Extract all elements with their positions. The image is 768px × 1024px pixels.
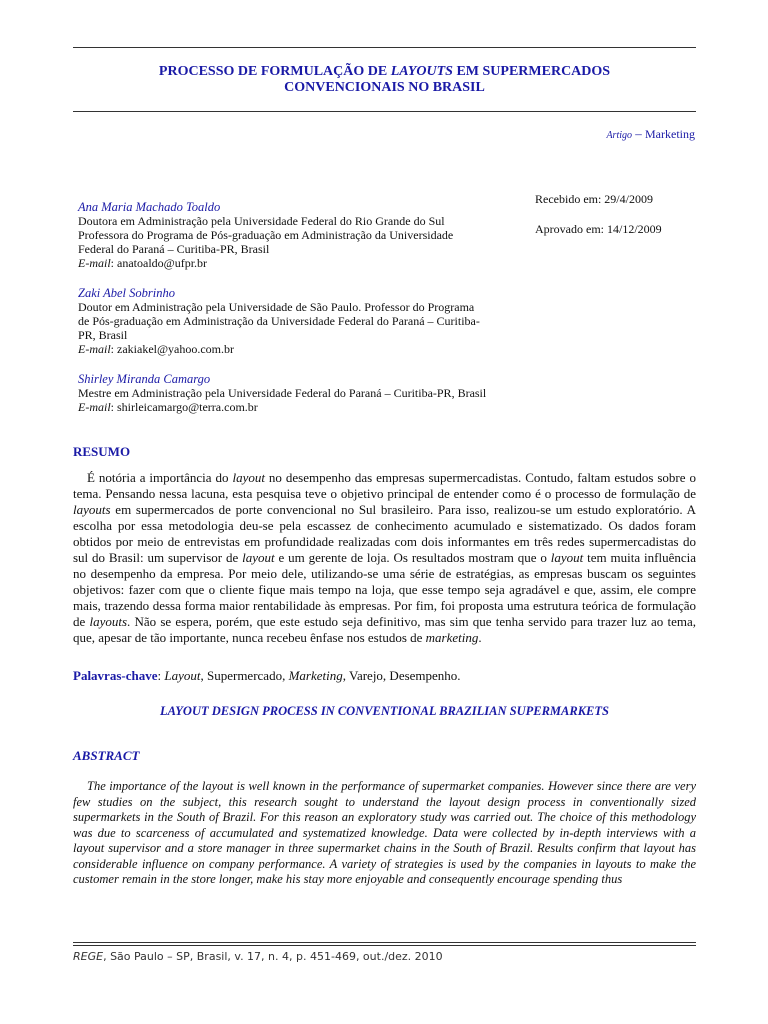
- title-rule: [73, 111, 696, 112]
- keywords-items: [164, 668, 460, 683]
- approved-date: Aprovado em: 14/12/2009: [535, 222, 662, 236]
- title-part: PROCESSO DE FORMULAÇÃO DE: [158, 64, 391, 79]
- italic-term: Layout: [164, 668, 201, 683]
- author-name: Shirley Miranda Camargo: [78, 372, 211, 386]
- text-run: É notória a importância do: [87, 470, 233, 485]
- author-name: Zaki Abel Sobrinho: [78, 286, 175, 300]
- title-part-italic: LAYOUTS: [390, 64, 453, 79]
- author-affiliation: Doutora em Administração pela Universidade Federal do Rio Grande do Sul: [78, 214, 445, 228]
- author-block: [78, 286, 528, 356]
- title-line-2: CONVENCIONAIS NO BRASIL: [284, 80, 485, 95]
- author-affiliation: Federal do Paraná – Curitiba-PR, Brasil: [78, 242, 270, 256]
- text-run: em supermercados de porte convencional no Sul brasileiro. Para isso, realizou-se um estudo exploratório. A escolha por essa metodologia deu-se pela escassez de conhecimento acumulado e sistematizado. Os dados foram obtidos por meio de entrevistas em profundidade realizadas com dois informantes em três redes supermercadistas do sul do Brasil: um supervisor de: [73, 502, 696, 565]
- italic-term: layout: [242, 550, 275, 565]
- text-run: .: [478, 630, 482, 645]
- author-affiliation: Doutor em Administração pela Universidade de São Paulo. Professor do Programa: [78, 300, 475, 314]
- author-affiliation: Professora do Programa de Pós-graduação em Administração da Universidade: [78, 228, 454, 242]
- footer-citation: [73, 950, 443, 963]
- author-email: E-mail: shirleicamargo@terra.com.br: [78, 400, 258, 414]
- italic-term: layout: [550, 550, 584, 565]
- author-email: E-mail: zakiakel@yahoo.com.br: [78, 342, 235, 356]
- author-affiliation: PR, Brasil: [78, 328, 128, 342]
- author-affiliation: de Pós-graduação em Administração da Universidade Federal do Paraná – Curitiba-: [78, 314, 480, 328]
- abstract-heading: ABSTRACT: [73, 748, 140, 763]
- section-tag: [606, 126, 695, 142]
- italic-term: Marketing: [288, 668, 343, 683]
- footer-details: , São Paulo – SP, Brasil, v. 17, n. 4, p. 451-469, out./dez. 2010: [103, 950, 443, 963]
- section-separator: –: [632, 126, 645, 141]
- resumo-heading: RESUMO: [73, 444, 131, 459]
- author-name: Ana Maria Machado Toaldo: [78, 200, 221, 214]
- article-title: [73, 64, 696, 96]
- text-run: . Não se espera, porém, que este estudo seja definitivo, mas sim que tenha servido para trazer luz ao tema, que, apesar de tão importante, nunca recebeu ênfase nos estudos de: [73, 614, 696, 645]
- author-block: [78, 372, 528, 414]
- text-run: no desempenho das empresas supermercadistas. Contudo, faltam estudos sobre o tema. Pensando nessa lacuna, esta pesquisa teve o objetivo principal de entender como é o processo de formulação de: [73, 470, 696, 501]
- english-title: LAYOUT DESIGN PROCESS IN CONVENTIONAL BRAZILIAN SUPERMARKETS: [160, 704, 609, 718]
- top-rule: [73, 47, 696, 48]
- author-list: [78, 200, 528, 430]
- text-run: , Varejo, Desempenho.: [342, 668, 461, 683]
- section-artigo: Artigo: [606, 130, 632, 141]
- author-affiliation: Mestre em Administração pela Universidade Federal do Paraná – Curitiba-PR, Brasil: [78, 386, 487, 400]
- italic-term: layout: [232, 470, 265, 485]
- author-block: [78, 200, 528, 270]
- italic-term: layouts: [73, 502, 111, 517]
- italic-term: marketing: [425, 630, 479, 645]
- abstract-paragraph: The importance of the layout is well known in the performance of supermarket companies. However since there are very few studies on the subject, this research sought to understand the layout design process in conventionally sized supermarkets in the South of Brazil. For this reason an exploratory study was carried out. The choice of this methodology was due to scarceness of accumulated and systematized knowledge. Data were collected by in-depth interviews with a layout supervisor and a store manager in three supermarket chains in the South of Brazil. Results confirm that layout has considerable influence on company performance. A variety of strategies is used by the companies in layouts to make the customer remain in the store longer, make his stay more enjoyable and consequently encourage spending thus: [73, 779, 696, 886]
- keywords-colon: :: [157, 668, 165, 683]
- text-run: e um gerente de loja. Os resultados mostram que o: [274, 550, 551, 565]
- italic-term: layouts: [89, 614, 128, 629]
- submission-dates: [535, 192, 662, 252]
- resumo-paragraph: [73, 470, 696, 646]
- received-date: Recebido em: 29/4/2009: [535, 192, 653, 206]
- footer-rule: [73, 942, 696, 946]
- section-marketing: Marketing: [645, 127, 695, 141]
- keywords: [73, 668, 461, 684]
- keywords-label: Palavras-chave: [73, 668, 158, 683]
- footer-journal: REGE: [73, 950, 104, 963]
- title-part: EM SUPERMERCADOS: [452, 64, 611, 79]
- author-email: E-mail: anatoaldo@ufpr.br: [78, 256, 208, 270]
- text-run: , Supermercado,: [200, 668, 289, 683]
- text-run: tem muita influência no desempenho da empresa. Por meio dele, utilizando-se uma série de estratégias, as empresas buscam os seguintes objetivos: fazer com que o cliente fique mais tempo na loja, que esse tempo seja agradável e que, assim, ele compre mais, trazendo dessa forma maior rentabilidade às empresas. Por fim, foi proposta uma estrutura teórica de formulação de: [73, 550, 696, 629]
